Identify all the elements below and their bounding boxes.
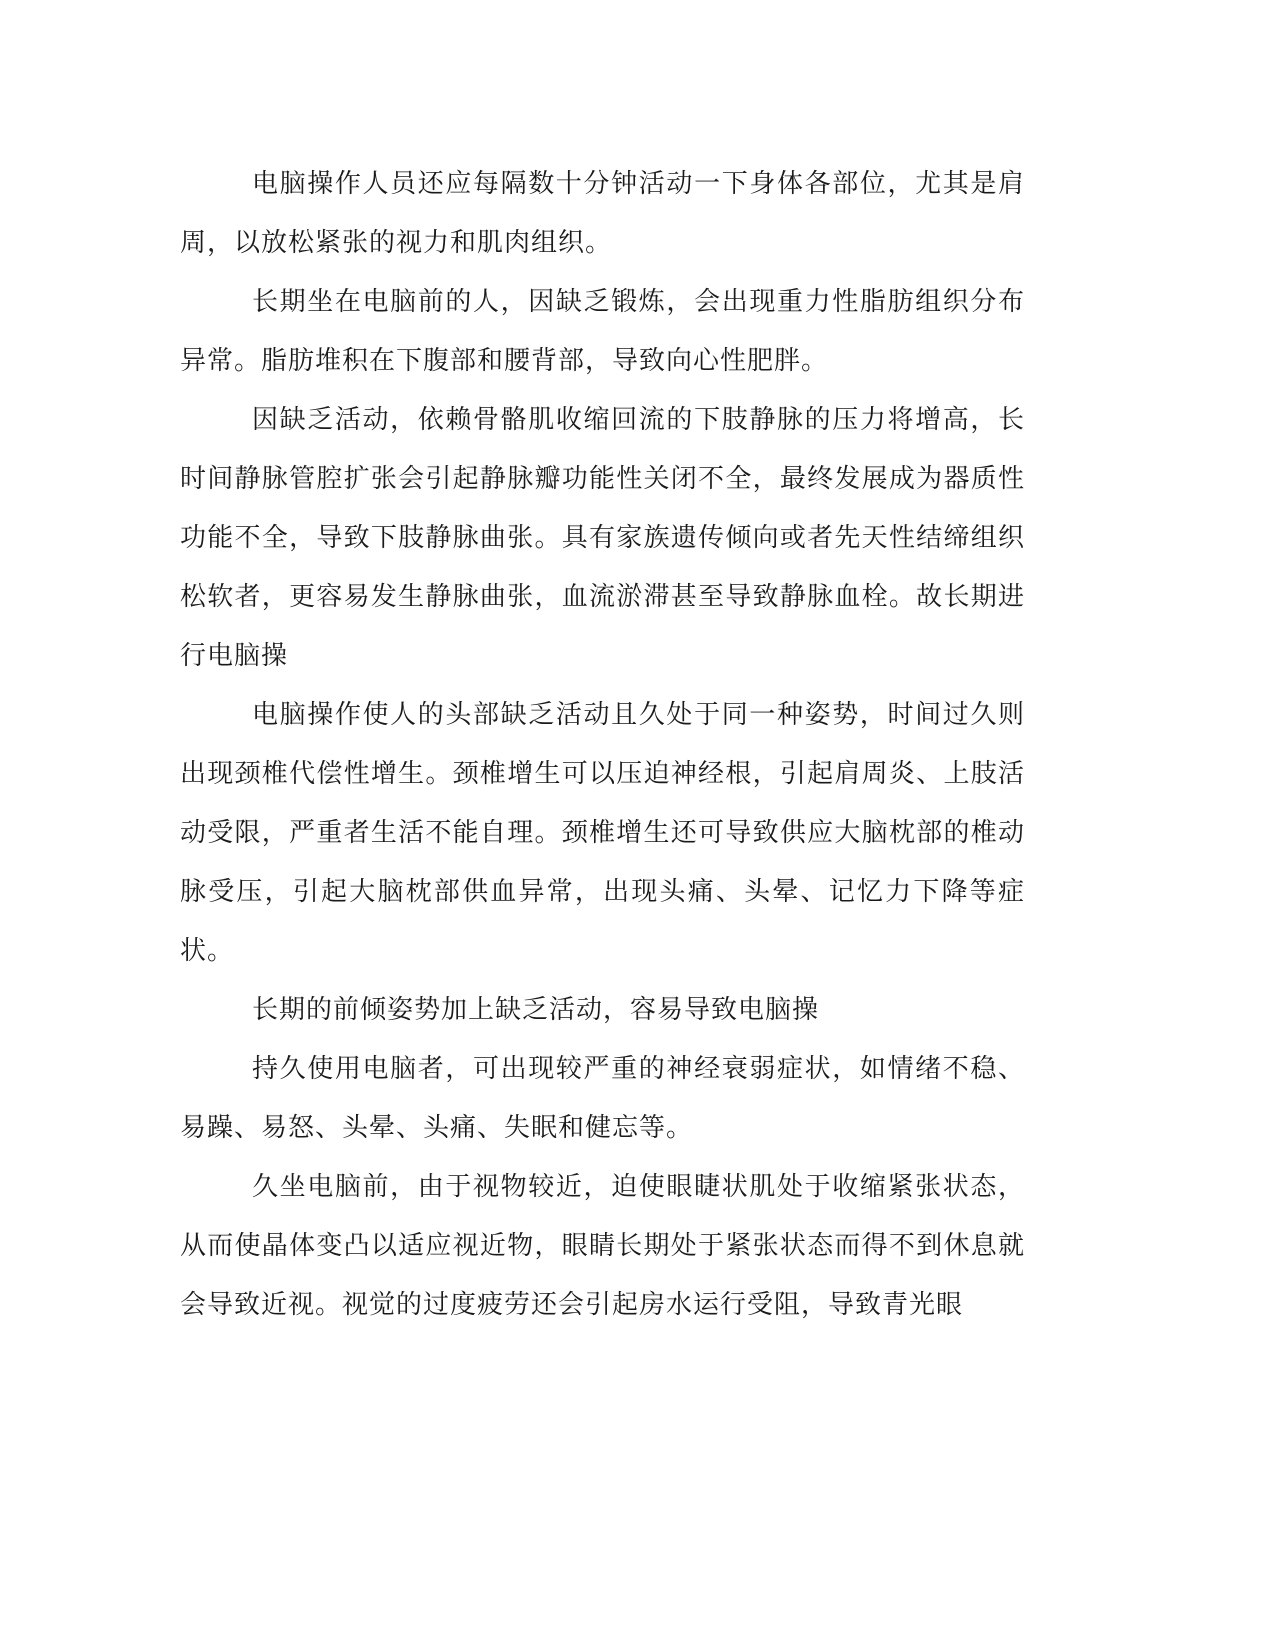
paragraph-fat-distribution: 长期坐在电脑前的人，因缺乏锻炼，会出现重力性脂肪组织分布异常。脂肪堆积在下腹部和腰背部，导致向心性肥胖。: [180, 287, 1025, 376]
paragraph-forward-posture: 长期的前倾姿势加上缺乏活动，容易导致电脑操: [252, 995, 820, 1025]
paragraph-varicose-veins: 因缺乏活动，依赖骨骼肌收缩回流的下肢静脉的压力将增高，长时间静脉管腔扩张会引起静脉瓣功能性关闭不全，最终发展成为器质性功能不全，导致下肢静脉曲张。具有家族遗传倾向或者先天性结缔组织松软者，更容易发生静脉曲张，血流淤滞甚至导致静脉血栓。故长期进行电脑操: [180, 405, 1025, 671]
paragraph-myopia: 久坐电脑前，由于视物较近，迫使眼睫状肌处于收缩紧张状态，从而使晶体变凸以适应视近物，眼睛长期处于紧张状态而得不到休息就会导致近视。视觉的过度疲劳还会引起房水运行受阻，导致青光眼: [180, 1172, 1025, 1320]
paragraph-shoulder-activity: 电脑操作人员还应每隔数十分钟活动一下身体各部位，尤其是肩周，以放松紧张的视力和肌肉组织。: [180, 169, 1025, 258]
document-body: [180, 155, 1025, 1335]
paragraph-neurasthenia: 持久使用电脑者，可出现较严重的神经衰弱症状，如情绪不稳、易躁、易怒、头晕、头痛、失眠和健忘等。: [180, 1054, 1025, 1143]
paragraph-cervical-spine: 电脑操作使人的头部缺乏活动且久处于同一种姿势，时间过久则出现颈椎代偿性增生。颈椎增生可以压迫神经根，引起肩周炎、上肢活动受限，严重者生活不能自理。颈椎增生还可导致供应大脑枕部的椎动脉受压，引起大脑枕部供血异常，出现头痛、头晕、记忆力下降等症状。: [180, 700, 1025, 966]
